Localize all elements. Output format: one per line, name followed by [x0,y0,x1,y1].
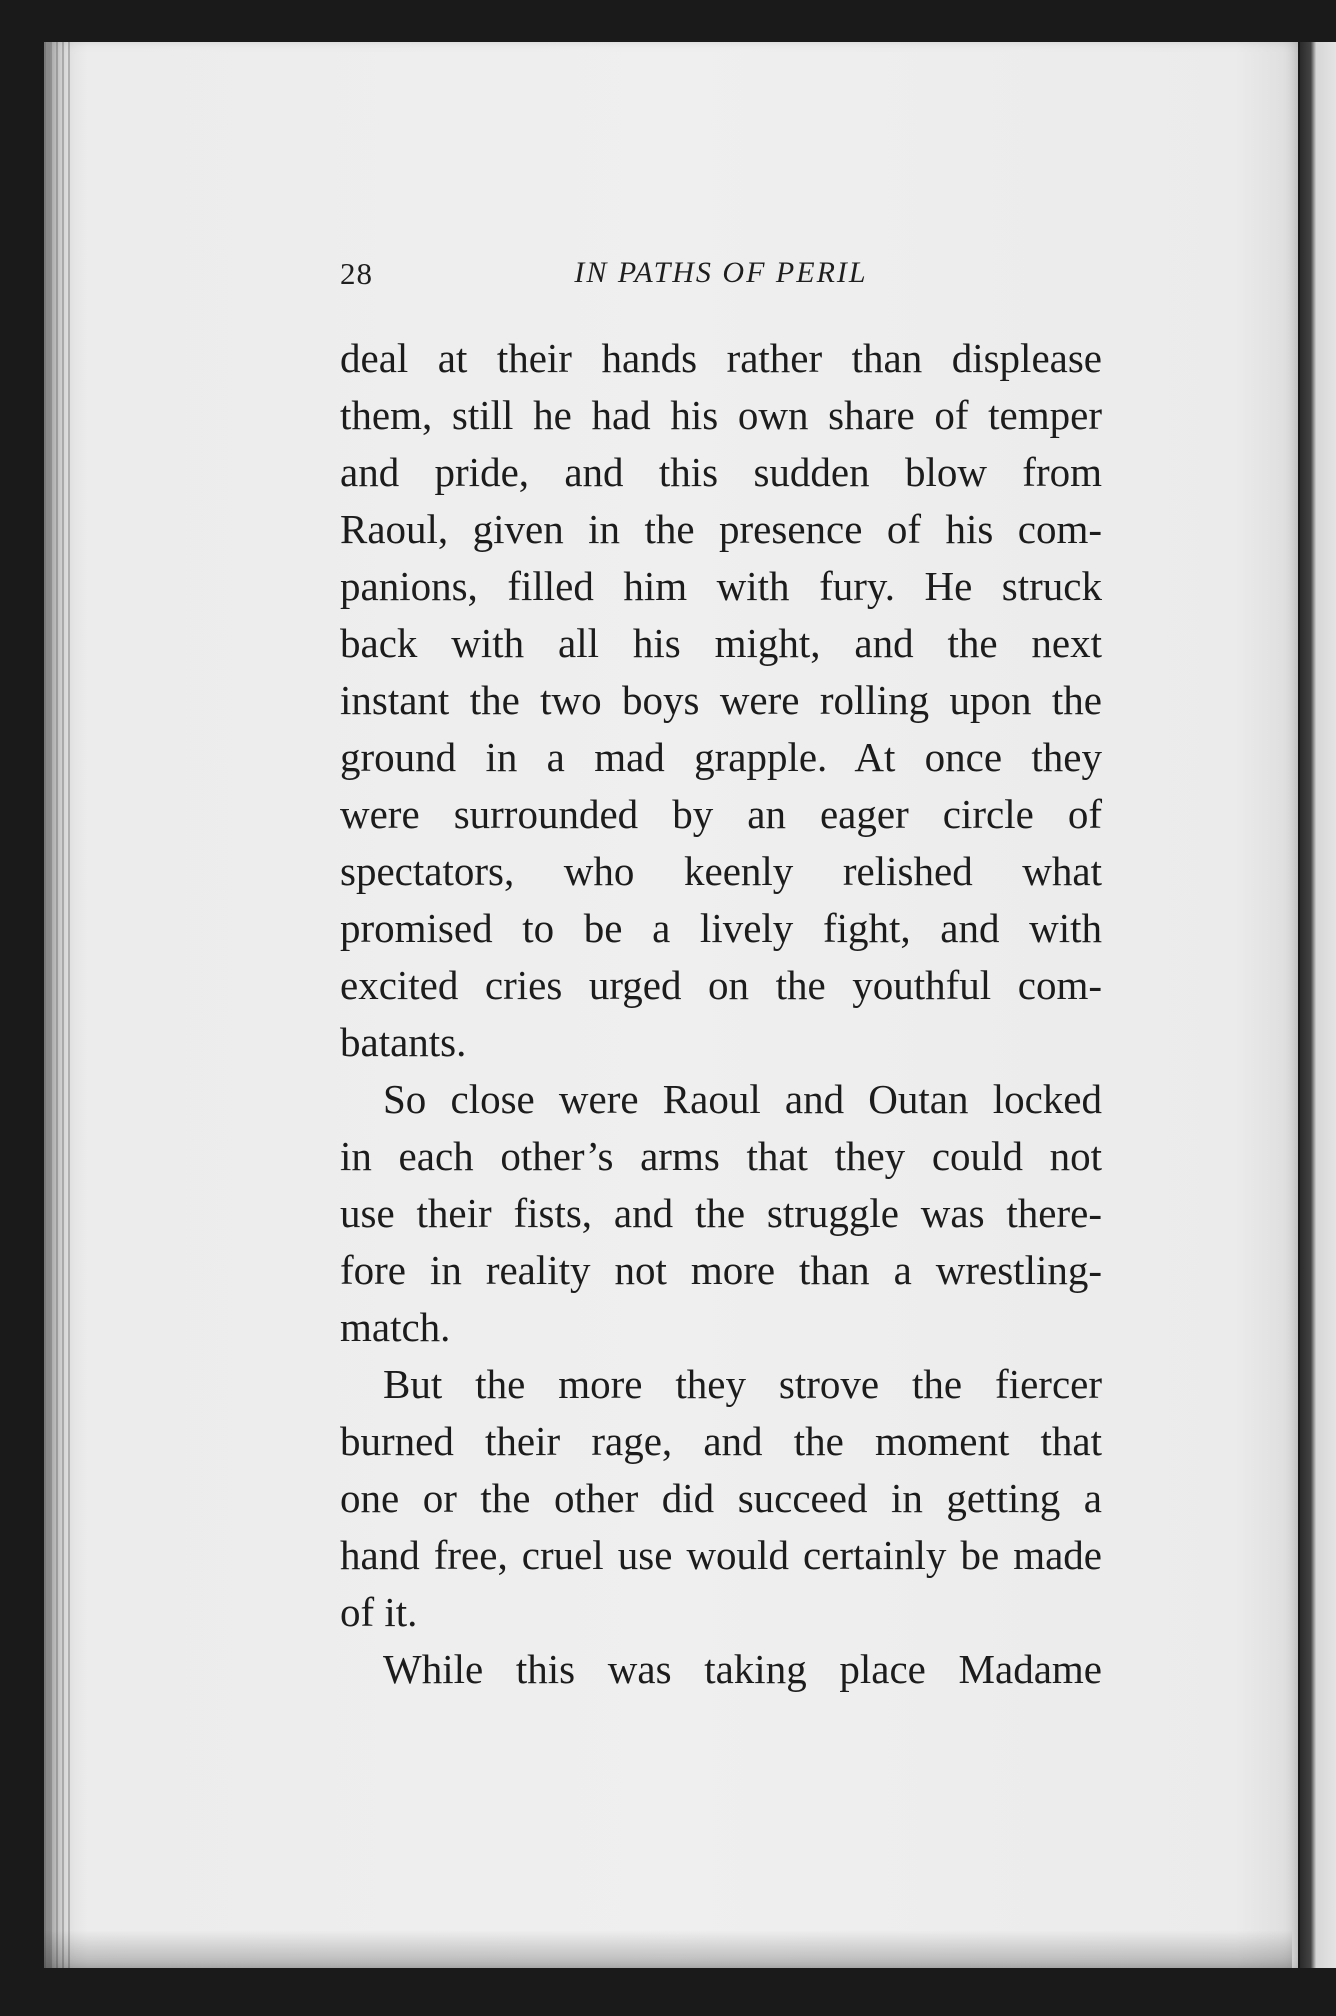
text-line: instant the two boys were rolling upon the [340,677,1102,723]
running-head: IN PATHS OF PERIL [574,256,868,289]
text-line: hand free, cruel use would certainly be made [340,1532,1102,1578]
text-line: match. [340,1304,451,1350]
text-line: ground in a mad grapple. At once they [340,734,1102,780]
text-line: and pride, and this sudden blow from [340,449,1102,495]
text-line: use their fists, and the struggle was there- [340,1190,1102,1236]
body-text [340,330,1102,1698]
next-page-edge [1300,42,1336,1968]
text-line: them, still he had his own share of temper [340,392,1102,438]
text-line: excited cries urged on the youthful com- [340,962,1102,1008]
text-line: burned their rage, and the moment that [340,1418,1102,1464]
text-line: batants. [340,1019,467,1065]
text-line: back with all his might, and the next [340,620,1102,666]
page-header [340,256,1102,296]
page-number: 28 [340,256,373,291]
page-bottom-shadow [44,1930,1292,1968]
text-line: fore in reality not more than a wrestling- [340,1247,1102,1293]
text-line: were surrounded by an eager circle of [340,791,1102,837]
text-line: in each other’s arms that they could not [340,1133,1102,1179]
text-line: Raoul, given in the presence of his com- [340,506,1102,552]
text-line: spectators, who keenly relished what [340,848,1102,894]
text-line: While this was taking place Madame [383,1646,1102,1692]
text-line: one or the other did succeed in getting a [340,1475,1102,1521]
text-line: deal at their hands rather than displease [340,335,1102,381]
text-line: So close were Raoul and Outan locked [383,1076,1102,1122]
text-line: promised to be a lively fight, and with [340,905,1102,951]
text-line: But the more they strove the fiercer [383,1361,1102,1407]
text-line: panions, filled him with fury. He struck [340,563,1102,609]
text-line: of it. [340,1589,418,1635]
